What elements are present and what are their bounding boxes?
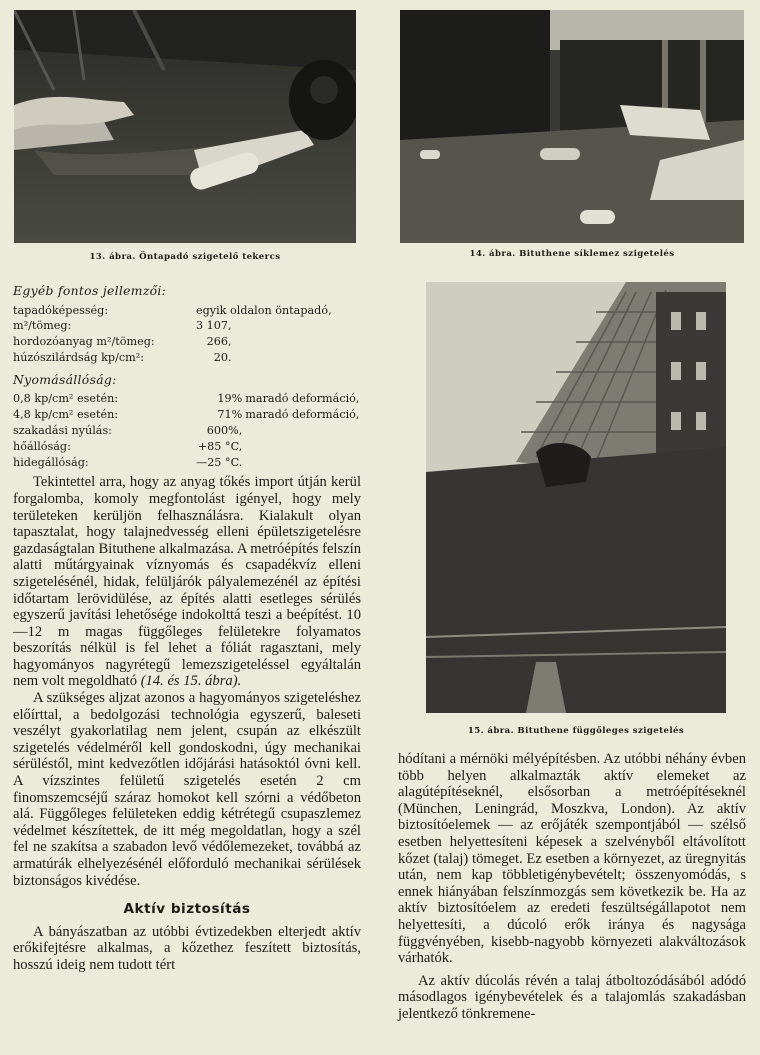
figure-13-photo <box>14 10 356 243</box>
pressure-title: Nyomásállóság: <box>13 371 117 387</box>
table-row <box>13 423 359 439</box>
spec-value: —25 °C. <box>196 455 243 469</box>
left-column <box>13 283 361 974</box>
body-paragraph: A szükséges aljzat azonos a hagyományos szigeteléshez előírttal, a bedolgozási technológia egyszerű, baleseti veszélyt gyakorlatilag nem jelent, csupán az elkészült szigetelés védelméről kell gondoskodni, úgy mechanikai sérüléstől, mint kedvezőtlen időjárási hatásoktól óvni kell. A vízszintes felületű szigetelés esetén 2 cm finomszemcséjű száraz homokot kell szórni a védőbeton alá. Függőleges felületeken eddig kétrétegű csupaszlemez védelmet készítettek, de itt még megoldatlan, hogy a szél fel ne szakítsa a szabadon levő védőlemezeket, továbbá az armatúrák elhelyezésénél előforduló mechanikai sérülések biztonságos kivédése. <box>13 690 361 889</box>
paragraph-text: Tekintettel arra, hogy az anyag tőkés import útján kerül forgalomba, komoly megfontolást igényel, hogy mely területeken kerüljön felhasználásra. Kialakult olyan tapasztalat, hogy talajnedvesség elleni épületszigetelésre gazdaságtalan Bituthene alkalmazása. A metróépítés felszín alatti műtárgyainak víznyomás és csapadékvíz elleni szigetelésénél, hidak, felüljárók pályalemezénél az építési időtartam lerövidülése, az építés alatti esetleges sérülés egyszerű javítási lehetősége indokolttá teszi a beépítést. 10—12 m magas függőleges felületekre folyamatos beszorítás nélkül is fel lehet a fóliát ragasztani, mely hagyományos nagyrétegű lemezszigeteléssel egyáltalán nem volt megoldható <box>13 474 361 690</box>
section-heading: Aktív biztosítás <box>123 901 251 918</box>
figure-14-photo <box>400 10 744 243</box>
spec-value: 3 107, <box>196 319 232 333</box>
spec-value: egyik oldalon öntapadó, <box>196 303 332 317</box>
spec-value: 266, <box>206 335 232 349</box>
spec-value: 20. <box>213 350 232 364</box>
spec-label: hidegállóság: <box>13 455 89 469</box>
table-row <box>13 334 332 350</box>
spec-label: m²/tömeg: <box>13 319 72 333</box>
spec-label: hordozóanyag m²/tömeg: <box>13 335 155 349</box>
table-row <box>13 350 332 366</box>
spec-label: szakadási nyúlás: <box>13 423 112 437</box>
spec-label: 4,8 kp/cm² esetén: <box>13 408 119 422</box>
figure-15-caption: 15. ábra. Bituthene függőleges szigetelés <box>467 726 685 736</box>
table-row <box>13 407 359 423</box>
body-paragraph <box>13 474 361 690</box>
table-row <box>13 303 332 319</box>
spec-label: 0,8 kp/cm² esetén: <box>13 392 119 406</box>
spec-value: 600%, <box>206 423 243 437</box>
specs-table <box>13 303 332 366</box>
table-row <box>13 439 359 455</box>
body-paragraph: Az aktív dúcolás révén a talaj átboltozódásából adódó másodlagos igénybevételek és a talajomlás szakadásban jelentkező tönkremene- <box>398 972 746 1022</box>
body-paragraph: hódítani a mérnöki mélyépítésben. Az utóbbi néhány évben több helyen alkalmazták aktív elemeket az alagútépítéseknél, elsősorban a metróépítéseknél (München, Leningrád, Moszkva, London). Az aktív biztosítóelemek — az erőjáték szempontjából — szélső esetben helyettesíteni képesek a szelvényből eltávolított kőzet (talaj) tömeget. Ez esetben a környezet, az üregnyitás után, nem kap többletigénybevételt; összenyomódás, s ennek hiányában felszínmozgás sem következik be. Ha az aktív biztosítóelem az eredeti feszültségállapotot nem helyettesíti, a dúcoló erők iránya és nagysága függvényében, kisebb-nagyobb környezeti alakváltozások várhatók. <box>398 751 746 967</box>
spec-value: +85 °C, <box>197 439 243 453</box>
table-row <box>13 318 332 334</box>
table-row <box>13 455 359 471</box>
spec-unit: maradó deformáció, <box>245 408 360 422</box>
table-row <box>13 391 359 407</box>
figure-reference: (14. és 15. ábra). <box>140 673 242 690</box>
spec-value: 71% <box>217 408 243 422</box>
specs-title: Egyéb fontos jellemzői: <box>13 283 167 298</box>
spec-value: 19% <box>217 392 243 406</box>
spec-unit: maradó deformáció, <box>245 392 360 406</box>
body-paragraph: A bányászatban az utóbbi évtizedekben elterjedt aktív erőkifejtésre alkalmas, a kőzethez feszített biztosítás, hosszú ideig nem tudott tért <box>13 923 361 973</box>
figure-15-photo <box>426 282 726 713</box>
spec-label: húzószilárdság kp/cm²: <box>13 350 144 364</box>
spec-label: tapadóképesség: <box>13 303 109 317</box>
figure-14-caption: 14. ábra. Bituthene síklemez szigetelés <box>469 249 675 259</box>
right-column <box>398 751 746 1023</box>
figure-13-caption: 13. ábra. Öntapadó szigetelő tekercs <box>89 252 281 262</box>
pressure-table <box>13 391 359 470</box>
spec-label: hőállóság: <box>13 439 71 453</box>
